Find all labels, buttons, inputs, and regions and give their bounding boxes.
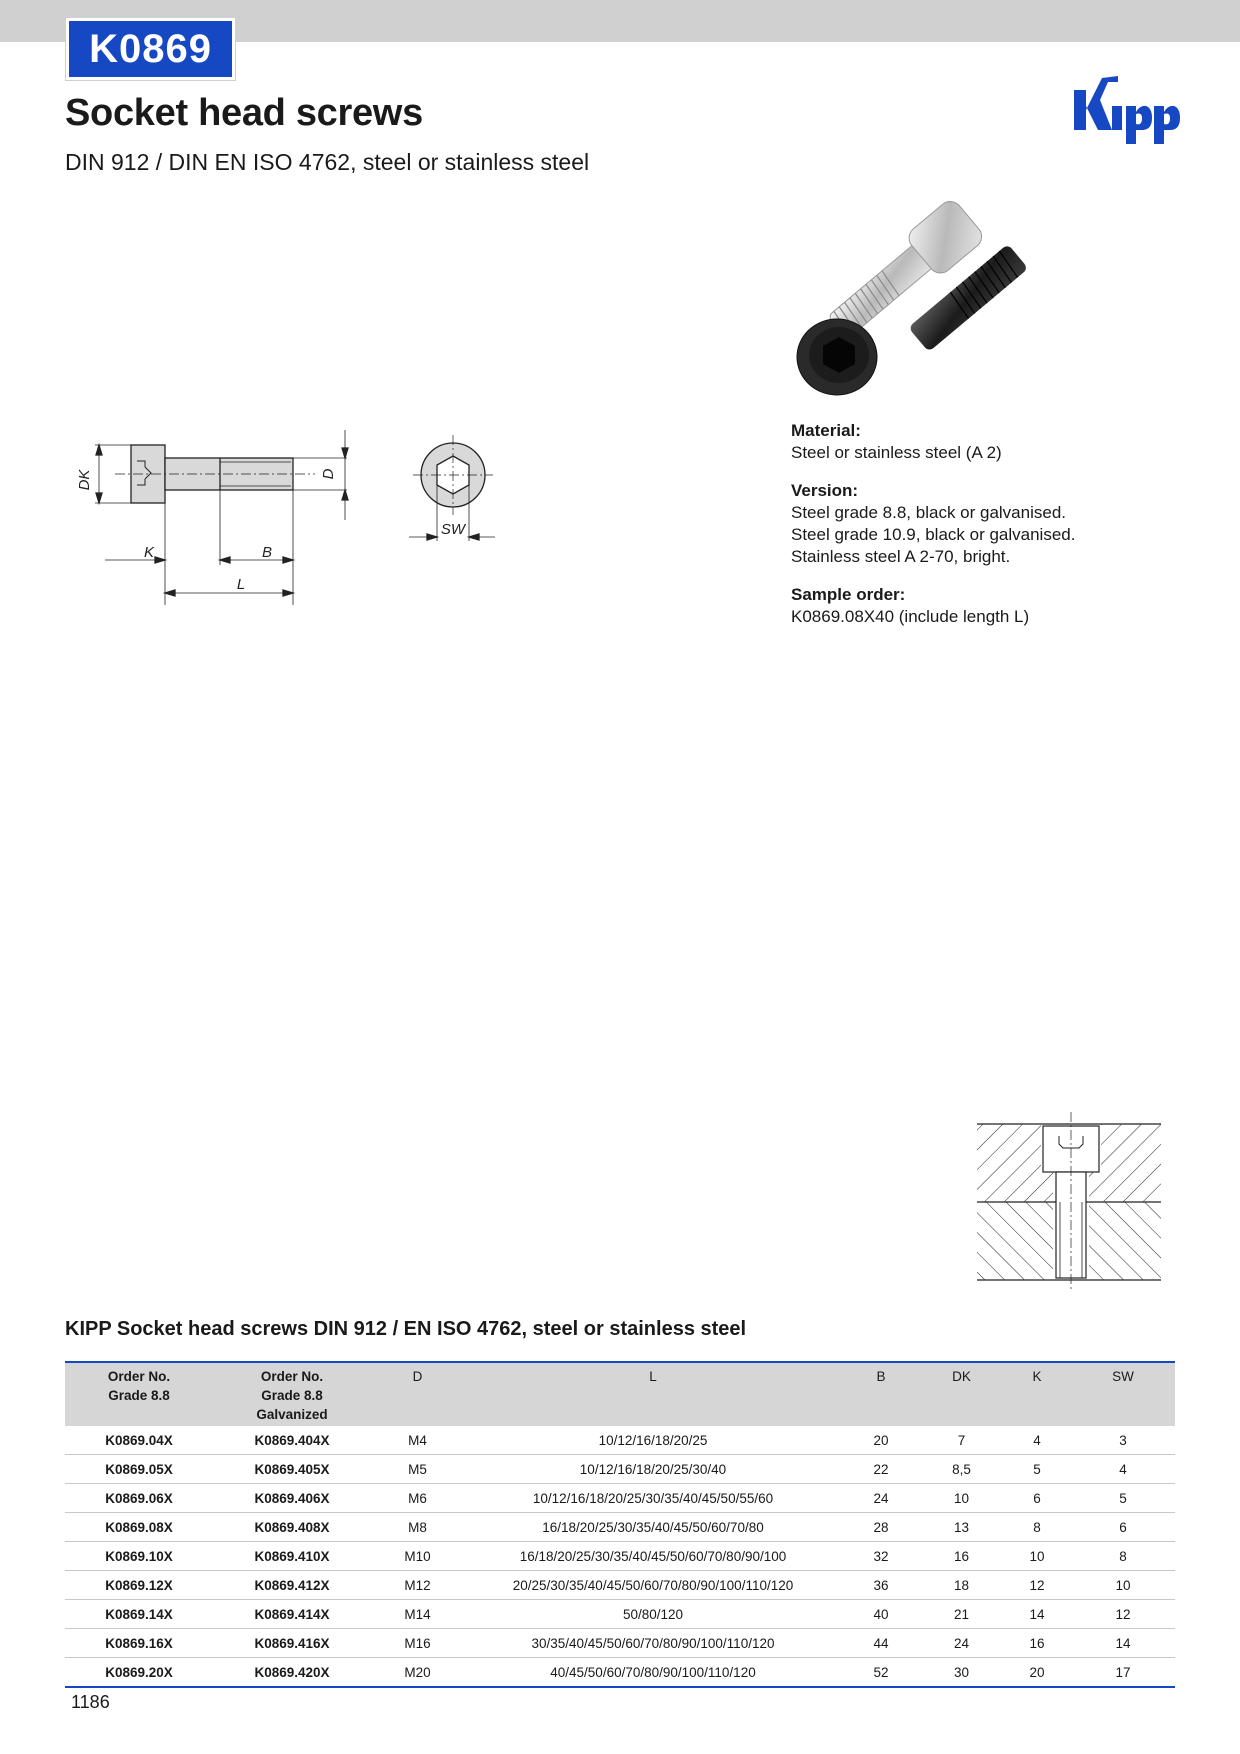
- col-header-order-no-galvanized: Order No. Grade 8.8 Galvanized: [213, 1362, 371, 1426]
- sample-order-label: Sample order:: [791, 585, 906, 604]
- cell-d: M20: [404, 1664, 431, 1680]
- product-photo: [785, 185, 1045, 405]
- kipp-logo: [1072, 72, 1184, 158]
- dim-label-dk: DK: [76, 469, 93, 491]
- cell-sw: 10: [1071, 1571, 1175, 1600]
- cell-b: 40: [842, 1600, 920, 1629]
- cell-order-no: K0869.14X: [65, 1600, 213, 1629]
- cell-k: 16: [1003, 1629, 1071, 1658]
- cell-k: 12: [1003, 1571, 1071, 1600]
- cell-b: 44: [842, 1629, 920, 1658]
- dim-label-k: K: [143, 544, 155, 561]
- table-row: [65, 1484, 1175, 1513]
- dim-label-sw: SW: [440, 521, 466, 538]
- cell-l: 50/80/120: [464, 1600, 842, 1629]
- cell-order-no: K0869.06X: [65, 1484, 213, 1513]
- col-header-d: D: [371, 1362, 464, 1426]
- col-header-k: K: [1003, 1362, 1071, 1426]
- col-header-order-no: Order No. Grade 8.8: [65, 1362, 213, 1426]
- cell-dk: 18: [920, 1571, 1003, 1600]
- cell-dk: 21: [920, 1600, 1003, 1629]
- page-title: Socket head screws: [65, 92, 423, 134]
- cell-order-no: K0869.08X: [65, 1513, 213, 1542]
- cell-dk: 16: [920, 1542, 1003, 1571]
- table-row: [65, 1513, 1175, 1542]
- cell-order-no: K0869.05X: [65, 1455, 213, 1484]
- version-label: Version:: [791, 481, 859, 500]
- version-line: Steel grade 8.8, black or galvanised.: [791, 503, 1067, 522]
- cell-sw: 8: [1071, 1542, 1175, 1571]
- cell-l: 40/45/50/60/70/80/90/100/110/120: [550, 1664, 756, 1680]
- cell-b: 52: [873, 1664, 889, 1680]
- cell-dk: 10: [920, 1484, 1003, 1513]
- cell-dk: 30: [953, 1664, 970, 1680]
- table-row: [65, 1426, 1175, 1455]
- cell-order-no-galvanized: K0869.410X: [213, 1542, 371, 1571]
- cell-order-no: K0869.10X: [65, 1542, 213, 1571]
- col-header-dk: DK: [920, 1362, 1003, 1426]
- cell-k: 6: [1003, 1484, 1071, 1513]
- cell-l: 30/35/40/45/50/60/70/80/90/100/110/120: [464, 1629, 842, 1658]
- cell-d: M8: [371, 1513, 464, 1542]
- dim-label-b: B: [261, 544, 273, 561]
- page-subtitle: DIN 912 / DIN EN ISO 4762, steel or stainless steel: [65, 149, 590, 175]
- cell-d: M4: [371, 1426, 464, 1455]
- cell-sw: 6: [1071, 1513, 1175, 1542]
- cell-order-no-galvanized: K0869.412X: [213, 1571, 371, 1600]
- cell-dk: 24: [920, 1629, 1003, 1658]
- cell-order-no-galvanized: K0869.404X: [213, 1426, 371, 1455]
- cell-b: 32: [842, 1542, 920, 1571]
- table-header-row: [65, 1362, 1175, 1426]
- cell-d: M5: [371, 1455, 464, 1484]
- cell-b: 28: [842, 1513, 920, 1542]
- cell-sw: 5: [1071, 1484, 1175, 1513]
- cell-order-no-galvanized: K0869.406X: [213, 1484, 371, 1513]
- cell-l: 10/12/16/18/20/25/30/40: [464, 1455, 842, 1484]
- cell-order-no: K0869.20X: [105, 1664, 173, 1680]
- cell-order-no-galvanized: K0869.420X: [254, 1664, 330, 1680]
- table-row: [65, 1455, 1175, 1484]
- sample-order-block: [791, 584, 1191, 628]
- cell-sw: 14: [1071, 1629, 1175, 1658]
- cell-l: 20/25/30/35/40/45/50/60/70/80/90/100/110/120: [464, 1571, 842, 1600]
- version-line: Stainless steel A 2-70, bright.: [791, 547, 1011, 566]
- cell-l: 10/12/16/18/20/25/30/35/40/45/50/55/60: [464, 1484, 842, 1513]
- cell-sw: 17: [1115, 1664, 1131, 1680]
- cell-k: 5: [1003, 1455, 1071, 1484]
- material-line: Steel or stainless steel (A 2): [791, 443, 1002, 462]
- product-code-badge: K0869: [66, 18, 235, 80]
- table-row: [65, 1600, 1175, 1629]
- cell-d: M14: [371, 1600, 464, 1629]
- cell-sw: 4: [1071, 1455, 1175, 1484]
- cell-k: 4: [1003, 1426, 1071, 1455]
- dim-label-l: L: [236, 576, 246, 593]
- product-table: [65, 1361, 1175, 1688]
- table-row: [65, 1571, 1175, 1600]
- cell-l: 16/18/20/25/30/35/40/45/50/60/70/80: [464, 1513, 842, 1542]
- cell-order-no-galvanized: K0869.405X: [213, 1455, 371, 1484]
- cell-order-no-galvanized: K0869.414X: [213, 1600, 371, 1629]
- cell-order-no: K0869.16X: [65, 1629, 213, 1658]
- cell-k: 10: [1003, 1542, 1071, 1571]
- col-header-l: L: [464, 1362, 842, 1426]
- cell-order-no: K0869.12X: [65, 1571, 213, 1600]
- cell-dk: 13: [920, 1513, 1003, 1542]
- material-block: [791, 420, 1191, 464]
- cell-order-no-galvanized: K0869.408X: [213, 1513, 371, 1542]
- table-row: [65, 1542, 1175, 1571]
- sample-order-line: K0869.08X40 (include length L): [791, 607, 1030, 626]
- version-line: Steel grade 10.9, black or galvanised.: [791, 525, 1076, 544]
- table-row: [65, 1658, 1175, 1688]
- cell-k: 8: [1003, 1513, 1071, 1542]
- installation-drawing: [975, 1112, 1165, 1292]
- cell-b: 24: [842, 1484, 920, 1513]
- dim-label-d: D: [320, 468, 337, 480]
- cell-d: M6: [371, 1484, 464, 1513]
- cell-k: 20: [1029, 1664, 1045, 1680]
- col-header-b: B: [842, 1362, 920, 1426]
- cell-l: 16/18/20/25/30/35/40/45/50/60/70/80/90/100: [464, 1542, 842, 1571]
- table-row: [65, 1629, 1175, 1658]
- col-header-sw: SW: [1071, 1362, 1175, 1426]
- cell-d: M16: [371, 1629, 464, 1658]
- cell-b: 22: [842, 1455, 920, 1484]
- page-number: 1186: [71, 1692, 110, 1712]
- technical-drawing: [75, 425, 525, 610]
- cell-dk: 7: [920, 1426, 1003, 1455]
- cell-order-no: K0869.04X: [65, 1426, 213, 1455]
- cell-b: 36: [842, 1571, 920, 1600]
- cell-d: M10: [371, 1542, 464, 1571]
- table-title: KIPP Socket head screws DIN 912 / EN ISO 4762, steel or stainless steel: [65, 1318, 747, 1340]
- cell-dk: 8,5: [920, 1455, 1003, 1484]
- cell-d: M12: [371, 1571, 464, 1600]
- cell-l: 10/12/16/18/20/25: [464, 1426, 842, 1455]
- cell-order-no-galvanized: K0869.416X: [213, 1629, 371, 1658]
- cell-b: 20: [842, 1426, 920, 1455]
- version-block: [791, 480, 1191, 568]
- material-label: Material:: [791, 421, 861, 440]
- cell-k: 14: [1003, 1600, 1071, 1629]
- spec-notes: [791, 420, 1191, 644]
- cell-sw: 12: [1071, 1600, 1175, 1629]
- cell-sw: 3: [1071, 1426, 1175, 1455]
